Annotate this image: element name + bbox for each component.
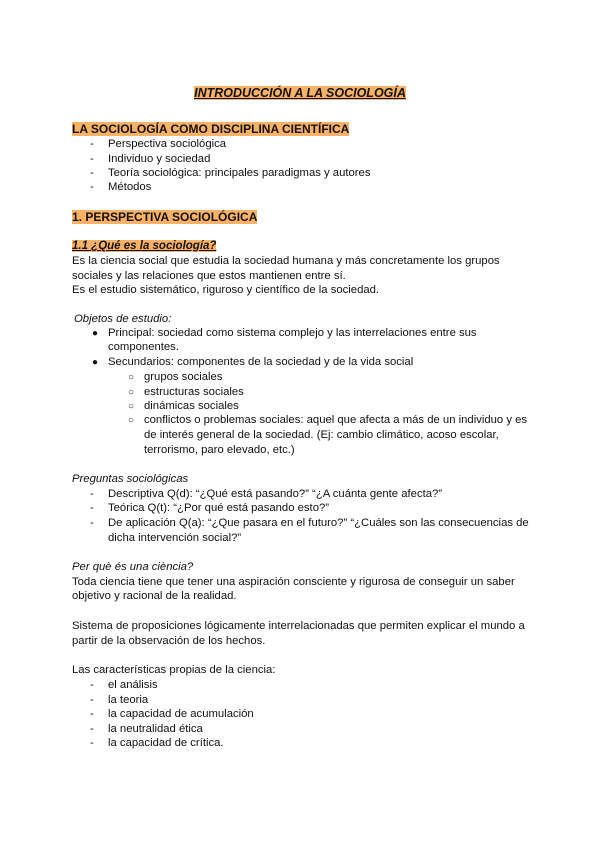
toc-dash: - (90, 181, 94, 193)
ciencia-paragraph: Toda ciencia tiene que tener una aspiración consciente y rigurosa de conseguir un saber (72, 576, 515, 588)
caracteristica-item: la capacidad de acumulación (108, 708, 254, 720)
intro-line: Es el estudio sistemático, riguroso y científico de la sociedad. (72, 284, 380, 296)
pregunta-item: De aplicación Q(a): “¿Que pasara en el futuro?” “¿Cuáles son las consecuencias de (108, 517, 529, 529)
objeto-secundarios: Secundarios: componentes de la sociedad y de la vida social (108, 356, 414, 368)
sub-item: conflictos o problemas sociales: aquel que afecta a más de un individuo y es (144, 414, 528, 426)
sub-item: estructuras sociales (144, 386, 244, 398)
bullet-dot: ● (92, 328, 99, 339)
dash: - (90, 679, 94, 691)
objeto-principal-cont: componentes. (108, 341, 179, 353)
bullet-circle: ○ (128, 415, 135, 426)
dash: - (90, 708, 94, 720)
section-heading: LA SOCIOLOGÍA COMO DISCIPLINA CIENTÍFICA (72, 122, 350, 136)
pregunta-item-cont: dicha intervención social?” (108, 532, 242, 544)
bullet-dot: ● (92, 357, 99, 368)
toc-item: Perspectiva sociológica (108, 138, 227, 150)
toc-dash: - (90, 138, 94, 150)
sub-item: dinámicas sociales (144, 400, 239, 412)
pregunta-item: Teórica Q(t): “¿Por qué está pasando esto?” (108, 502, 330, 514)
ciencia-label: Per què és una ciència? (72, 561, 194, 573)
ciencia-paragraph: Sistema de proposiciones lógicamente interrelacionadas que permiten explicar el mundo a (72, 620, 525, 632)
intro-line: Es la ciencia social que estudia la sociedad humana y más concretamente los grupos (72, 255, 500, 267)
sub-item-cont: de interés general de la sociedad. (Ej: cambio climático, acoso escolar, (144, 429, 499, 441)
caracteristica-item: el análisis (108, 679, 158, 691)
sub-item: grupos sociales (144, 371, 223, 383)
caracteristica-item: la neutralidad ética (108, 723, 203, 735)
dash: - (90, 737, 94, 749)
objetos-label: Objetos de estudio: (74, 313, 172, 325)
objeto-principal: Principal: sociedad como sistema complejo y las interrelaciones entre sus (108, 327, 477, 339)
toc-item: Individuo y sociedad (108, 153, 211, 165)
sub-item-cont: terrorismo, paro elevado, etc.) (144, 444, 295, 456)
ciencia-paragraph: objetivo y racional de la realidad. (72, 590, 237, 602)
page-title: INTRODUCCIÓN A LA SOCIOLOGÍA (194, 86, 406, 100)
toc-item: Teoría sociológica: principales paradigmas y autores (108, 167, 371, 179)
dash: - (90, 517, 94, 529)
bullet-circle: ○ (128, 372, 135, 383)
perspectiva-heading: 1. PERSPECTIVA SOCIOLÓGICA (72, 210, 258, 224)
pregunta-item: Descriptiva Q(d): “¿Qué está pasando?” “¿A cuánta gente afecta?” (108, 488, 443, 500)
bullet-circle: ○ (128, 387, 135, 398)
dash: - (90, 723, 94, 735)
toc-dash: - (90, 167, 94, 179)
preguntas-label: Preguntas sociológicas (72, 473, 189, 485)
caracteristica-item: la capacidad de crítica. (108, 737, 224, 749)
caracteristicas-intro: Las características propias de la ciencia: (72, 664, 276, 676)
caracteristica-item: la teoria (108, 694, 149, 706)
dash: - (90, 488, 94, 500)
bullet-circle: ○ (128, 401, 135, 412)
intro-line: sociales y las relaciones que estos mantienen entre sí. (72, 270, 346, 282)
toc-item: Métodos (108, 181, 152, 193)
ciencia-paragraph: partir de la observación de los hechos. (72, 635, 266, 647)
que-es-subheading: 1.1 ¿Qué es la sociología? (72, 240, 217, 252)
dash: - (90, 694, 94, 706)
toc-dash: - (90, 153, 94, 165)
dash: - (90, 502, 94, 514)
